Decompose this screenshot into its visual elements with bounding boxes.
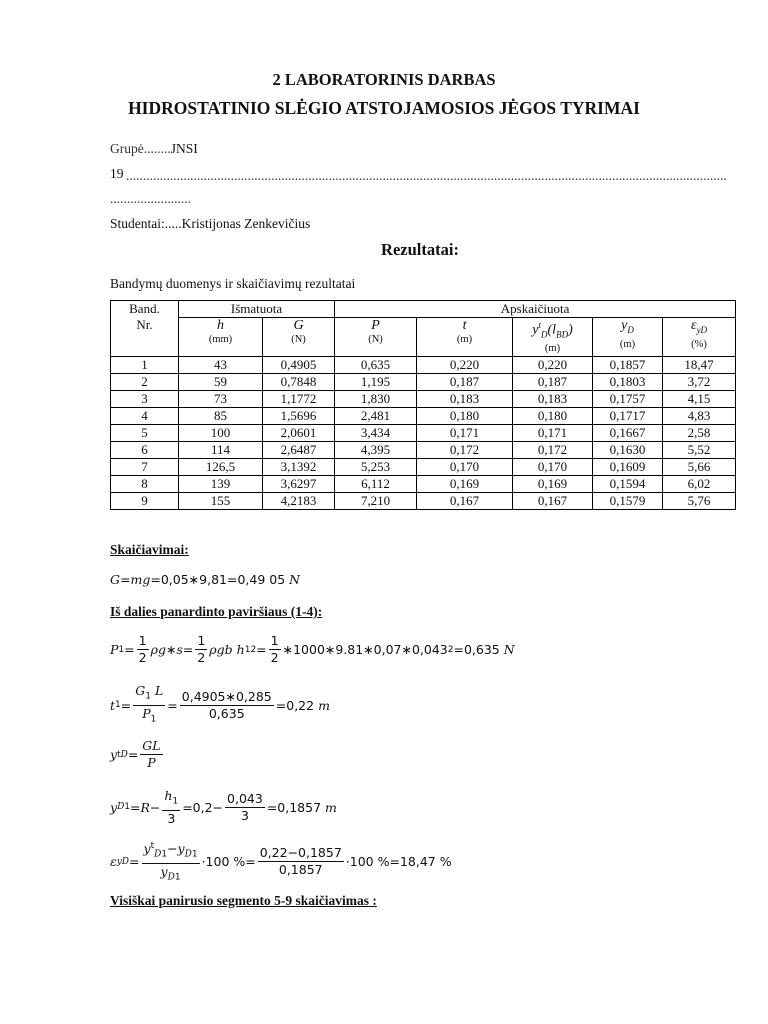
students-value: Kristijonas Zenkevičius [181,216,311,231]
col-t-header: t (m) [417,318,513,357]
table-cell: 85 [179,408,263,425]
table-cell: 0,1630 [593,442,663,459]
table-cell: 3,434 [335,425,417,442]
table-cell: 7,210 [335,493,417,510]
table-row [111,408,736,425]
table-cell: 139 [179,476,263,493]
equation-P1: P 1 = $\frac{1}{2}$ ρg ∗ s = $\frac{1}{2}$ ρgb h 1 2 = $\frac{1}{2}$ ∗1000∗9.81∗0,07∗0,043 2 =0,635 N [110,633,515,665]
measured-header: Išmatuota [179,301,335,318]
table-cell: 114 [179,442,263,459]
table-cell: 0,1757 [593,391,663,408]
table-cell: 5,52 [663,442,736,459]
group-label: Grupė........ [110,141,171,156]
date-year: 19 [110,166,124,181]
group-value: JNSI [170,141,198,156]
table-cell: 0,1803 [593,374,663,391]
table-cell: 0,170 [417,459,513,476]
calculated-header: Apskaičiuota [335,301,736,318]
table-cell: 3,72 [663,374,736,391]
table-cell: 18,47 [663,357,736,374]
table-row [111,459,736,476]
table-cell: 6,112 [335,476,417,493]
table-cell: 7 [111,459,179,476]
band-nr-header: Band. Nr. [111,301,179,357]
table-cell: 0,1579 [593,493,663,510]
equation-G: G = m g =0,05∗9,81=0,49 05 N [110,572,301,587]
results-heading: Rezultatai: [381,240,459,259]
table-cell: 100 [179,425,263,442]
table-cell: 126,5 [179,459,263,476]
equation-yD1: y D1 = R − $\frac{h_1}{3}$ =0,2− $\frac{0,043}{3}$ =0,1857 m [110,788,337,826]
table-cell: 2,58 [663,425,736,442]
table-row [111,391,736,408]
table-cell: 4 [111,408,179,425]
table-cell: 6 [111,442,179,459]
table-cell: 43 [179,357,263,374]
table-cell: 9 [111,493,179,510]
table-cell: 1 [111,357,179,374]
table-cell: 1,5696 [263,408,335,425]
table-cell: 0,172 [417,442,513,459]
group-line [110,141,198,157]
col-h-header: h (mm) [179,318,263,357]
table-cell: 0,171 [417,425,513,442]
table-cell: 3,6297 [263,476,335,493]
table-cell: 0,170 [513,459,593,476]
students-label: Studentai:..... [110,216,182,231]
table-cell: 4,395 [335,442,417,459]
table-cell: 2 [111,374,179,391]
table-cell: 0,220 [513,357,593,374]
table-cell: 1,830 [335,391,417,408]
table-cell: 3,1392 [263,459,335,476]
table-cell: 0,180 [513,408,593,425]
table-cell: 2,0601 [263,425,335,442]
table-row [111,357,736,374]
table-cell: 0,635 [335,357,417,374]
full-segment-heading: Visiškai panirusio segmento 5-9 skaičiavimas : [110,893,377,908]
table-row [111,425,736,442]
table-cell: 0,4905 [263,357,335,374]
calculations-heading: Skaičiavimai: [110,542,189,557]
table-cell: 0,171 [513,425,593,442]
partial-heading: Iš dalies panardinto paviršiaus (1-4): [110,604,323,619]
table-cell: 0,183 [417,391,513,408]
table-cell: 4,83 [663,408,736,425]
table-cell: 0,180 [417,408,513,425]
date-dots: .................................................................................................................................................................................. [126,168,727,183]
table-cell: 3 [111,391,179,408]
table-cell: 5 [111,425,179,442]
table-cell: 0,187 [417,374,513,391]
col-yD-header: $y_D$ (m) [593,318,663,357]
table-row [111,374,736,391]
col-P-header: P (N) [335,318,417,357]
table-cell: 0,1594 [593,476,663,493]
table-cell: 0,1717 [593,408,663,425]
table-cell: 0,1667 [593,425,663,442]
table-cell: 0,167 [513,493,593,510]
col-yDt-header: $y^t_D(l_{BD})$ (m) [513,318,593,357]
table-cell: 8 [111,476,179,493]
date-dots-continued: ........................ [110,191,191,206]
table-cell: 0,172 [513,442,593,459]
lab-subtitle: HIDROSTATINIO SLĖGIO ATSTOJAMOSIOS JĖGOS TYRIMAI [128,98,640,118]
table-cell: 0,187 [513,374,593,391]
table-row [111,493,736,510]
table-cell: 5,66 [663,459,736,476]
table-cell: 2,481 [335,408,417,425]
table-cell: 0,183 [513,391,593,408]
table-cell: 4,15 [663,391,736,408]
table-cell: 73 [179,391,263,408]
table-cell: 2,6487 [263,442,335,459]
students-line [110,216,310,232]
results-table [110,300,736,510]
table-cell: 0,7848 [263,374,335,391]
table-cell: 0,220 [417,357,513,374]
table-cell: 0,167 [417,493,513,510]
table-cell: 59 [179,374,263,391]
table-caption: Bandymų duomenys ir skaičiavimų rezultatai [110,276,356,291]
equation-yDt: y t D = $\frac{GL}{P}$ [110,738,161,770]
table-cell: 0,169 [513,476,593,493]
table-cell: 5,253 [335,459,417,476]
equation-t1: t 1 = $\frac{G_1 L}{P_1}$ = $\frac{0,4905∗0,285}{0,635}$ =0,22 m [110,683,330,724]
table-cell: 0,1609 [593,459,663,476]
table-row [111,442,736,459]
equation-epsilon: ε yD = $\frac{y^t_{D1}-y_{D1}}{y_{D1}}$ ·100 %= $\frac{0,22-0,1857}{0,1857}$ ·100 % =18,47 % [110,838,452,885]
table-cell: 155 [179,493,263,510]
table-cell: 1,195 [335,374,417,391]
table-cell: 4,2183 [263,493,335,510]
table-cell: 5,76 [663,493,736,510]
table-cell: 1,1772 [263,391,335,408]
table-cell: 0,169 [417,476,513,493]
table-cell: 6,02 [663,476,736,493]
table-row [111,476,736,493]
table-cell: 0,1857 [593,357,663,374]
lab-title: 2 LABORATORINIS DARBAS [272,70,496,89]
col-eps-header: $\varepsilon_{yD}$ (%) [663,318,736,357]
col-G-header: G (N) [263,318,335,357]
